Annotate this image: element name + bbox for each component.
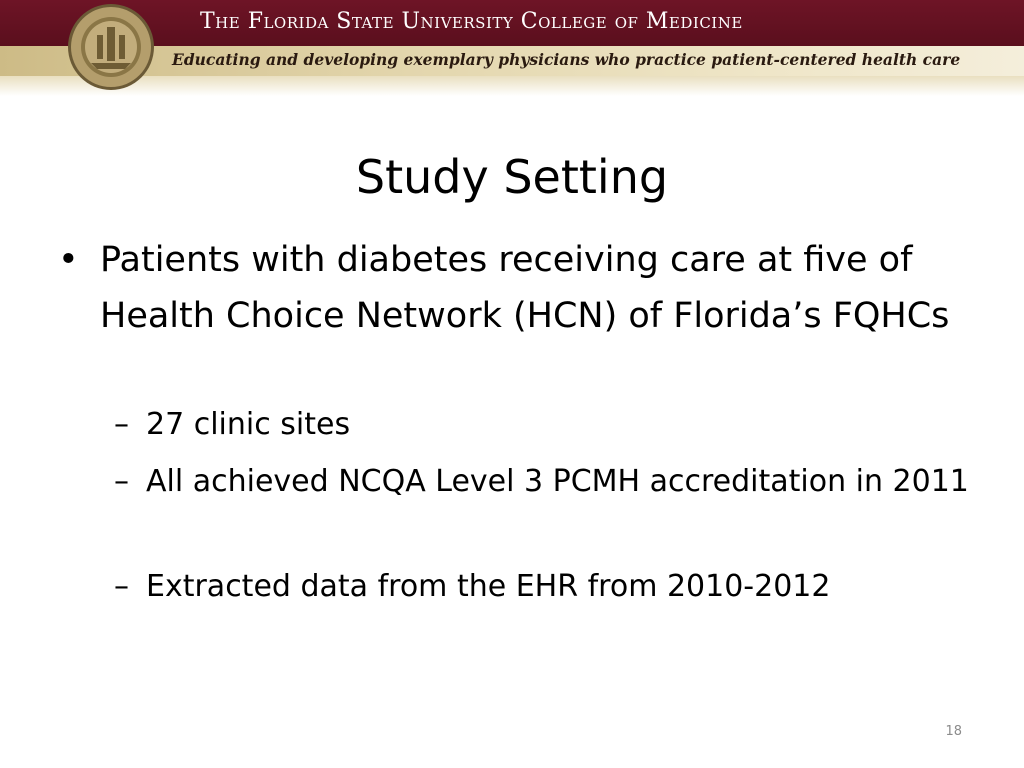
sub-bullet-item: [114, 459, 986, 505]
sub-bullet-text: All achieved NCQA Level 3 PCMH accreditation in 2011: [146, 464, 969, 499]
sub-bullet-text: Extracted data from the EHR from 2010-2012: [146, 569, 831, 604]
sub-bullet-text: 27 clinic sites: [146, 407, 351, 442]
page-number: 18: [945, 724, 962, 739]
university-seal-icon: [67, 3, 155, 91]
institution-name: The Florida State University College of Medicine: [200, 9, 743, 34]
dash-icon: –: [114, 407, 129, 442]
dash-icon: –: [114, 464, 129, 499]
bullet-text: Patients with diabetes receiving care at five of Health Choice Network (HCN) of Florida’s FQHCs: [100, 240, 950, 336]
slide-title: Study Setting: [355, 150, 669, 204]
institution-tagline: Educating and developing exemplary physicians who practice patient-centered health care: [172, 50, 961, 69]
bullet-item: [58, 232, 980, 344]
sub-bullet-item: [114, 564, 986, 610]
dash-icon: –: [114, 569, 129, 604]
sub-bullet-item: [114, 402, 986, 448]
bullet-dot-icon: •: [58, 240, 79, 280]
